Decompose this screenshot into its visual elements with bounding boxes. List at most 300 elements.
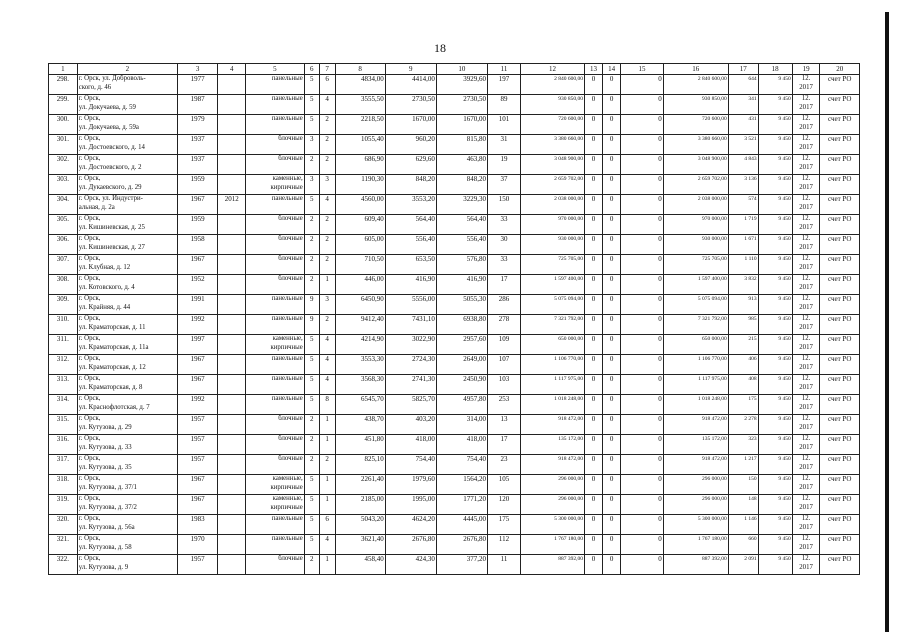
- cost-col-13-cell: 0: [584, 95, 602, 115]
- cost-col-14-cell: 0: [603, 155, 621, 175]
- planned-date-cell: 12. 2017: [792, 275, 820, 295]
- premises-area-cell: 424,30: [385, 555, 436, 575]
- row-number-cell: 309.: [49, 295, 78, 315]
- residential-area-cell: 1564,20: [436, 475, 487, 495]
- entrances-cell: 6: [319, 515, 335, 535]
- wall-material-cell: блочные: [246, 235, 305, 255]
- table-row: [49, 335, 860, 355]
- residential-area-cell: 4445,00: [436, 515, 487, 535]
- cost-col-15-cell: 0: [621, 115, 664, 135]
- total-cost-cell: 3 380 660,00: [521, 135, 585, 155]
- residential-area-cell: 416,90: [436, 275, 487, 295]
- total-area-cell: 458,40: [335, 555, 385, 575]
- reconstruction-year-cell: [218, 95, 246, 115]
- unit-cost-cell: 431: [728, 115, 758, 135]
- address-cell: г. Орск, ул. Котовского, д. 4: [77, 275, 177, 295]
- build-year-cell: 1952: [177, 275, 217, 295]
- wall-material-cell: блочные: [246, 555, 305, 575]
- funding-method-cell: счет РО: [820, 455, 860, 475]
- premises-area-cell: 556,40: [385, 235, 436, 255]
- cost-col-15-cell: 0: [621, 415, 664, 435]
- total-area-cell: 2261,40: [335, 475, 385, 495]
- build-year-cell: 1957: [177, 555, 217, 575]
- floors-cell: 2: [304, 275, 319, 295]
- reconstruction-year-cell: [218, 235, 246, 255]
- funding-method-cell: счет РО: [820, 415, 860, 435]
- wall-material-cell: панельные: [246, 195, 305, 215]
- cost-col-13-cell: 0: [584, 155, 602, 175]
- planned-date-cell: 12. 2017: [792, 315, 820, 335]
- total-cost-cell: 296 000,00: [521, 475, 585, 495]
- cost-col-15-cell: 0: [621, 275, 664, 295]
- address-cell: г. Орск, ул. Краматорская, д. 11: [77, 315, 177, 335]
- total-cost-cell: 135 172,00: [521, 435, 585, 455]
- reconstruction-year-cell: [218, 555, 246, 575]
- total-area-cell: 438,70: [335, 415, 385, 435]
- column-number-14: 14: [603, 64, 621, 75]
- residential-area-cell: 463,80: [436, 155, 487, 175]
- table-row: [49, 475, 860, 495]
- row-number-cell: 301.: [49, 135, 78, 155]
- cost-col-14-cell: 0: [603, 475, 621, 495]
- residents-cell: 150: [487, 195, 520, 215]
- wall-material-cell: панельные: [246, 395, 305, 415]
- floors-cell: 2: [304, 455, 319, 475]
- planned-date-cell: 12. 2017: [792, 355, 820, 375]
- cost-col-15-cell: 0: [621, 455, 664, 475]
- total-area-cell: 609,40: [335, 215, 385, 235]
- residential-area-cell: 377,20: [436, 555, 487, 575]
- cost-col-15-cell: 0: [621, 235, 664, 255]
- entrances-cell: 4: [319, 195, 335, 215]
- unit-cost-cell: 3 521: [728, 135, 758, 155]
- owner-funds-cell: 5 075 094,00: [663, 295, 728, 315]
- owner-funds-cell: 7 321 792,00: [663, 315, 728, 335]
- owner-funds-cell: 1 117 975,00: [663, 375, 728, 395]
- build-year-cell: 1977: [177, 75, 217, 95]
- unit-cost-cell: 1 110: [728, 255, 758, 275]
- build-year-cell: 1979: [177, 115, 217, 135]
- funding-method-cell: счет РО: [820, 95, 860, 115]
- reconstruction-year-cell: [218, 315, 246, 335]
- build-year-cell: 1957: [177, 415, 217, 435]
- total-cost-cell: 918 472,00: [521, 455, 585, 475]
- premises-area-cell: 7431,10: [385, 315, 436, 335]
- reconstruction-year-cell: [218, 495, 246, 515]
- residential-area-cell: 6938,80: [436, 315, 487, 335]
- unit-cost-cell: 644: [728, 75, 758, 95]
- funding-method-cell: счет РО: [820, 395, 860, 415]
- floors-cell: 2: [304, 435, 319, 455]
- residents-cell: 101: [487, 115, 520, 135]
- owner-funds-cell: 930 000,00: [663, 235, 728, 255]
- cost-col-15-cell: 0: [621, 135, 664, 155]
- address-cell: г. Орск, ул. Докучаева, д. 59: [77, 95, 177, 115]
- reconstruction-year-cell: [218, 275, 246, 295]
- cost-col-15-cell: 0: [621, 75, 664, 95]
- funding-method-cell: счет РО: [820, 295, 860, 315]
- build-year-cell: 1958: [177, 235, 217, 255]
- planned-date-cell: 12. 2017: [792, 235, 820, 255]
- column-number-20: 20: [820, 64, 860, 75]
- premises-area-cell: 653,50: [385, 255, 436, 275]
- max-unit-cost-cell: 9 450: [758, 235, 792, 255]
- column-number-2: 2: [77, 64, 177, 75]
- residents-cell: 103: [487, 375, 520, 395]
- table-row: [49, 295, 860, 315]
- column-number-9: 9: [385, 64, 436, 75]
- address-cell: г. Орск, ул. Краматорская, д. 11а: [77, 335, 177, 355]
- build-year-cell: 1967: [177, 375, 217, 395]
- cost-col-14-cell: 0: [603, 215, 621, 235]
- floors-cell: 5: [304, 355, 319, 375]
- cost-col-15-cell: 0: [621, 515, 664, 535]
- cost-col-14-cell: 0: [603, 355, 621, 375]
- wall-material-cell: блочные: [246, 275, 305, 295]
- residential-area-cell: 3229,30: [436, 195, 487, 215]
- column-number-row: [49, 64, 860, 75]
- column-number-12: 12: [521, 64, 585, 75]
- floors-cell: 2: [304, 555, 319, 575]
- cost-col-14-cell: 0: [603, 435, 621, 455]
- column-number-8: 8: [335, 64, 385, 75]
- table-row: [49, 235, 860, 255]
- max-unit-cost-cell: 9 450: [758, 395, 792, 415]
- planned-date-cell: 12. 2017: [792, 175, 820, 195]
- cost-col-15-cell: 0: [621, 255, 664, 275]
- residents-cell: 107: [487, 355, 520, 375]
- residential-area-cell: 2676,80: [436, 535, 487, 555]
- total-area-cell: 1190,30: [335, 175, 385, 195]
- max-unit-cost-cell: 9 450: [758, 375, 792, 395]
- cost-col-13-cell: 0: [584, 295, 602, 315]
- total-area-cell: 3553,30: [335, 355, 385, 375]
- premises-area-cell: 5825,70: [385, 395, 436, 415]
- cost-col-13-cell: 0: [584, 355, 602, 375]
- cost-col-15-cell: 0: [621, 295, 664, 315]
- residents-cell: 197: [487, 75, 520, 95]
- row-number-cell: 302.: [49, 155, 78, 175]
- owner-funds-cell: 5 300 000,00: [663, 515, 728, 535]
- funding-method-cell: счет РО: [820, 475, 860, 495]
- owner-funds-cell: 725 705,00: [663, 255, 728, 275]
- premises-area-cell: 848,20: [385, 175, 436, 195]
- funding-method-cell: счет РО: [820, 335, 860, 355]
- entrances-cell: 1: [319, 475, 335, 495]
- funding-method-cell: счет РО: [820, 115, 860, 135]
- residents-cell: 31: [487, 135, 520, 155]
- floors-cell: 2: [304, 235, 319, 255]
- reconstruction-year-cell: [218, 115, 246, 135]
- planned-date-cell: 12. 2017: [792, 475, 820, 495]
- row-number-cell: 307.: [49, 255, 78, 275]
- wall-material-cell: панельные: [246, 515, 305, 535]
- reconstruction-year-cell: [218, 415, 246, 435]
- row-number-cell: 298.: [49, 75, 78, 95]
- table-row: [49, 275, 860, 295]
- reconstruction-year-cell: [218, 135, 246, 155]
- column-number-18: 18: [758, 64, 792, 75]
- residential-area-cell: 576,80: [436, 255, 487, 275]
- column-number-7: 7: [319, 64, 335, 75]
- residents-cell: 253: [487, 395, 520, 415]
- total-area-cell: 3555,50: [335, 95, 385, 115]
- residents-cell: 109: [487, 335, 520, 355]
- table-row: [49, 315, 860, 335]
- build-year-cell: 1967: [177, 355, 217, 375]
- total-area-cell: 451,80: [335, 435, 385, 455]
- owner-funds-cell: 296 000,00: [663, 475, 728, 495]
- residential-area-cell: 4957,80: [436, 395, 487, 415]
- premises-area-cell: 3022,90: [385, 335, 436, 355]
- unit-cost-cell: 1 217: [728, 455, 758, 475]
- total-cost-cell: 720 600,00: [521, 115, 585, 135]
- total-area-cell: 1055,40: [335, 135, 385, 155]
- cost-col-15-cell: 0: [621, 535, 664, 555]
- owner-funds-cell: 1 106 770,00: [663, 355, 728, 375]
- premises-area-cell: 1995,00: [385, 495, 436, 515]
- reconstruction-year-cell: [218, 395, 246, 415]
- entrances-cell: 2: [319, 235, 335, 255]
- unit-cost-cell: 574: [728, 195, 758, 215]
- address-cell: г. Орск, ул. Кутузова, д. 29: [77, 415, 177, 435]
- cost-col-13-cell: 0: [584, 515, 602, 535]
- cost-col-13-cell: 0: [584, 375, 602, 395]
- address-cell: г. Орск, ул. Кутузова, д. 37/2: [77, 495, 177, 515]
- unit-cost-cell: 985: [728, 315, 758, 335]
- table-row: [49, 255, 860, 275]
- column-number-3: 3: [177, 64, 217, 75]
- unit-cost-cell: 341: [728, 95, 758, 115]
- total-area-cell: 4560,00: [335, 195, 385, 215]
- table-row: [49, 75, 860, 95]
- premises-area-cell: 754,40: [385, 455, 436, 475]
- build-year-cell: 1983: [177, 515, 217, 535]
- planned-date-cell: 12. 2017: [792, 435, 820, 455]
- floors-cell: 5: [304, 195, 319, 215]
- entrances-cell: 2: [319, 455, 335, 475]
- residents-cell: 13: [487, 415, 520, 435]
- cost-col-14-cell: 0: [603, 535, 621, 555]
- column-number-4: 4: [218, 64, 246, 75]
- max-unit-cost-cell: 9 450: [758, 295, 792, 315]
- residents-cell: 89: [487, 95, 520, 115]
- table-row: [49, 395, 860, 415]
- cost-col-14-cell: 0: [603, 95, 621, 115]
- cost-col-13-cell: 0: [584, 135, 602, 155]
- cost-col-13-cell: 0: [584, 455, 602, 475]
- wall-material-cell: панельные: [246, 295, 305, 315]
- planned-date-cell: 12. 2017: [792, 415, 820, 435]
- cost-col-14-cell: 0: [603, 315, 621, 335]
- floors-cell: 2: [304, 155, 319, 175]
- residents-cell: 17: [487, 275, 520, 295]
- build-year-cell: 1991: [177, 295, 217, 315]
- max-unit-cost-cell: 9 450: [758, 415, 792, 435]
- unit-cost-cell: 150: [728, 475, 758, 495]
- total-area-cell: 4834,00: [335, 75, 385, 95]
- planned-date-cell: 12. 2017: [792, 195, 820, 215]
- floors-cell: 5: [304, 495, 319, 515]
- address-cell: г. Орск, ул. Кишиневская, д. 25: [77, 215, 177, 235]
- cost-col-13-cell: 0: [584, 195, 602, 215]
- funding-method-cell: счет РО: [820, 375, 860, 395]
- row-number-cell: 304.: [49, 195, 78, 215]
- cost-col-13-cell: 0: [584, 75, 602, 95]
- wall-material-cell: панельные: [246, 355, 305, 375]
- floors-cell: 5: [304, 535, 319, 555]
- residents-cell: 112: [487, 535, 520, 555]
- total-area-cell: 2218,50: [335, 115, 385, 135]
- max-unit-cost-cell: 9 450: [758, 455, 792, 475]
- cost-col-15-cell: 0: [621, 495, 664, 515]
- wall-material-cell: каменные, кирпичные: [246, 475, 305, 495]
- wall-material-cell: панельные: [246, 535, 305, 555]
- entrances-cell: 2: [319, 135, 335, 155]
- build-year-cell: 1957: [177, 455, 217, 475]
- owner-funds-cell: 2 038 000,00: [663, 195, 728, 215]
- funding-method-cell: счет РО: [820, 215, 860, 235]
- total-area-cell: 3621,40: [335, 535, 385, 555]
- row-number-cell: 299.: [49, 95, 78, 115]
- max-unit-cost-cell: 9 450: [758, 215, 792, 235]
- cost-col-14-cell: 0: [603, 395, 621, 415]
- total-area-cell: 825,10: [335, 455, 385, 475]
- cost-col-14-cell: 0: [603, 175, 621, 195]
- address-cell: г. Орск, ул. Краматорская, д. 12: [77, 355, 177, 375]
- row-number-cell: 312.: [49, 355, 78, 375]
- total-cost-cell: 7 321 792,00: [521, 315, 585, 335]
- floors-cell: 5: [304, 375, 319, 395]
- address-cell: г. Орск, ул. Дукаевского, д. 29: [77, 175, 177, 195]
- cost-col-13-cell: 0: [584, 255, 602, 275]
- entrances-cell: 4: [319, 535, 335, 555]
- residents-cell: 11: [487, 555, 520, 575]
- cost-col-14-cell: 0: [603, 195, 621, 215]
- unit-cost-cell: 215: [728, 335, 758, 355]
- unit-cost-cell: 2 091: [728, 555, 758, 575]
- table-row: [49, 355, 860, 375]
- owner-funds-cell: 1 597 400,00: [663, 275, 728, 295]
- total-cost-cell: 725 705,00: [521, 255, 585, 275]
- column-number-10: 10: [436, 64, 487, 75]
- owner-funds-cell: 1 018 248,00: [663, 395, 728, 415]
- funding-method-cell: счет РО: [820, 315, 860, 335]
- planned-date-cell: 12. 2017: [792, 375, 820, 395]
- table-row: [49, 175, 860, 195]
- row-number-cell: 303.: [49, 175, 78, 195]
- reconstruction-year-cell: [218, 515, 246, 535]
- total-area-cell: 446,00: [335, 275, 385, 295]
- build-year-cell: 1967: [177, 255, 217, 275]
- column-number-19: 19: [792, 64, 820, 75]
- address-cell: г. Орск, ул. Кутузова, д. 37/1: [77, 475, 177, 495]
- residents-cell: 120: [487, 495, 520, 515]
- planned-date-cell: 12. 2017: [792, 555, 820, 575]
- residents-cell: 19: [487, 155, 520, 175]
- address-cell: г. Орск, ул. Кутузова, д. 56а: [77, 515, 177, 535]
- address-cell: г. Орск, ул. Кутузова, д. 35: [77, 455, 177, 475]
- premises-area-cell: 2724,30: [385, 355, 436, 375]
- floors-cell: 5: [304, 75, 319, 95]
- address-cell: г. Орск, ул. Краматорская, д. 8: [77, 375, 177, 395]
- cost-col-14-cell: 0: [603, 75, 621, 95]
- entrances-cell: 2: [319, 215, 335, 235]
- table-row: [49, 555, 860, 575]
- column-number-13: 13: [584, 64, 602, 75]
- unit-cost-cell: 406: [728, 355, 758, 375]
- build-year-cell: 1937: [177, 155, 217, 175]
- premises-area-cell: 1670,00: [385, 115, 436, 135]
- funding-method-cell: счет РО: [820, 555, 860, 575]
- row-number-cell: 313.: [49, 375, 78, 395]
- premises-area-cell: 2676,80: [385, 535, 436, 555]
- residential-area-cell: 314,00: [436, 415, 487, 435]
- cost-col-13-cell: 0: [584, 175, 602, 195]
- cost-col-13-cell: 0: [584, 415, 602, 435]
- wall-material-cell: панельные: [246, 75, 305, 95]
- owner-funds-cell: 918 472,00: [663, 455, 728, 475]
- address-cell: г. Орск, ул. Крайняя, д. 44: [77, 295, 177, 315]
- row-number-cell: 311.: [49, 335, 78, 355]
- premises-area-cell: 4414,00: [385, 75, 436, 95]
- row-number-cell: 308.: [49, 275, 78, 295]
- residential-area-cell: 1670,00: [436, 115, 487, 135]
- cost-col-15-cell: 0: [621, 395, 664, 415]
- max-unit-cost-cell: 9 450: [758, 175, 792, 195]
- address-cell: г. Орск, ул. Кишиневская, д. 27: [77, 235, 177, 255]
- column-number-17: 17: [728, 64, 758, 75]
- residential-area-cell: 556,40: [436, 235, 487, 255]
- total-cost-cell: 918 472,00: [521, 415, 585, 435]
- residential-area-cell: 418,00: [436, 435, 487, 455]
- planned-date-cell: 12. 2017: [792, 335, 820, 355]
- wall-material-cell: блочные: [246, 455, 305, 475]
- planned-date-cell: 12. 2017: [792, 135, 820, 155]
- max-unit-cost-cell: 9 450: [758, 155, 792, 175]
- cost-col-14-cell: 0: [603, 415, 621, 435]
- cost-col-13-cell: 0: [584, 395, 602, 415]
- cost-col-14-cell: 0: [603, 495, 621, 515]
- wall-material-cell: панельные: [246, 115, 305, 135]
- table-row: [49, 435, 860, 455]
- unit-cost-cell: 175: [728, 395, 758, 415]
- housing-register-table: [48, 63, 860, 575]
- planned-date-cell: 12. 2017: [792, 395, 820, 415]
- funding-method-cell: счет РО: [820, 355, 860, 375]
- cost-col-15-cell: 0: [621, 215, 664, 235]
- residents-cell: 33: [487, 255, 520, 275]
- entrances-cell: 3: [319, 295, 335, 315]
- reconstruction-year-cell: [218, 155, 246, 175]
- table-row: [49, 135, 860, 155]
- unit-cost-cell: 4 843: [728, 155, 758, 175]
- cost-col-14-cell: 0: [603, 235, 621, 255]
- owner-funds-cell: 930 850,00: [663, 95, 728, 115]
- floors-cell: 9: [304, 295, 319, 315]
- build-year-cell: 1992: [177, 395, 217, 415]
- cost-col-14-cell: 0: [603, 555, 621, 575]
- max-unit-cost-cell: 9 450: [758, 195, 792, 215]
- residents-cell: 105: [487, 475, 520, 495]
- funding-method-cell: счет РО: [820, 255, 860, 275]
- entrances-cell: 3: [319, 175, 335, 195]
- reconstruction-year-cell: [218, 295, 246, 315]
- max-unit-cost-cell: 9 450: [758, 335, 792, 355]
- floors-cell: 5: [304, 475, 319, 495]
- address-cell: г. Орск, ул. Кутузова, д. 58: [77, 535, 177, 555]
- total-area-cell: 5043,20: [335, 515, 385, 535]
